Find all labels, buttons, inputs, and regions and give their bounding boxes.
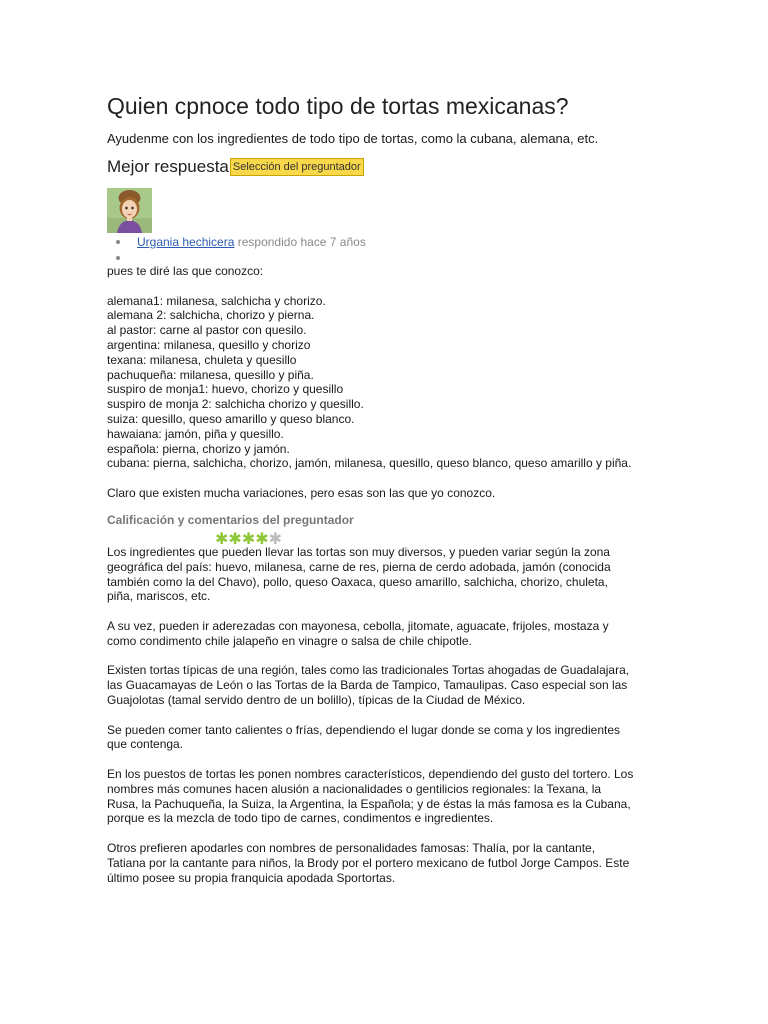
star-filled-icon: ✱ xyxy=(255,531,269,548)
torta-item: alemana 2: salchicha, chorizo y pierna. xyxy=(107,308,315,323)
answer-meta-item xyxy=(137,234,366,250)
torta-list xyxy=(107,294,667,472)
comment-line: En los puestos de tortas les ponen nombres característicos, dependiendo del gusto del tortero. Los xyxy=(107,766,634,781)
star-filled-icon: ✱ xyxy=(241,531,256,548)
comment-line: las Guacamayas de León o las Tortas de la Barda de Tampico, Tamaulipas. Caso especial son las xyxy=(107,678,628,693)
torta-item: suspiro de monja1: huevo, chorizo y quesillo xyxy=(107,382,344,397)
star-empty-icon: ✱ xyxy=(268,531,283,548)
star-filled-icon: ✱ xyxy=(215,531,229,548)
best-answer-header xyxy=(107,157,364,177)
comment-paragraph xyxy=(107,841,667,885)
comment-line: porque es la mezcla de todo tipo de carnes, condimentos e ingredientes. xyxy=(107,811,494,826)
torta-item: cubana: pierna, salchicha, chorizo, jamón, milanesa, quesillo, queso blanco, queso amarillo y piña. xyxy=(107,456,632,471)
torta-item: alemana1: milanesa, salchicha y chorizo. xyxy=(107,293,326,308)
comment-line: A su vez, pueden ir aderezadas con mayonesa, cebolla, jitomate, aguacate, frijoles, mostaza y xyxy=(107,618,609,633)
best-answer-label: Mejor respuesta xyxy=(107,157,229,176)
rating-title: Calificación y comentarios del preguntador xyxy=(107,513,354,527)
star-filled-icon: ✱ xyxy=(228,531,242,548)
question-title: Quien cpnoce todo tipo de tortas mexicanas? xyxy=(107,93,569,119)
torta-item: hawaiana: jamón, piña y quesillo. xyxy=(107,426,284,441)
answer-closing: Claro que existen mucha variaciones, pero esas son las que yo conozco. xyxy=(107,485,496,500)
comment-line: que contenga. xyxy=(107,737,184,752)
question-body: Ayudenme con los ingredientes de todo tipo de tortas, como la cubana, alemana, etc. xyxy=(107,131,599,146)
torta-item: suspiro de monja 2: salchicha chorizo y quesillo. xyxy=(107,397,364,412)
torta-item: suiza: quesillo, queso amarillo y queso blanco. xyxy=(107,411,355,426)
comment-line: también como la del Chavo), pollo, queso Oaxaca, queso amarillo, salchicha, chorizo, chuleta, xyxy=(107,574,608,589)
best-answer-body xyxy=(107,264,667,501)
answered-time: respondido hace 7 años xyxy=(237,235,366,249)
user-avatar[interactable] xyxy=(107,188,152,233)
comment-line: como condimento chile jalapeño en vinagre o salsa de chile chipotle. xyxy=(107,633,472,648)
comment-line: geográfica del país: huevo, milanesa, carne de res, pierna de cerdo adobada, jamón (conocida xyxy=(107,559,611,574)
comment-line: Los ingredientes que pueden llevar las tortas son muy diversos, y pueden variar según la zona xyxy=(107,545,610,559)
asker-comment xyxy=(107,545,667,900)
comment-line: Se pueden comer tanto calientes o frías, dependiendo el lugar donde se coma y los ingredientes xyxy=(107,722,620,737)
comment-line: Otros prefieren apodarles con nombres de personalidades famosas: Thalía, por la cantante, xyxy=(107,840,596,855)
torta-item: texana: milanesa, chuleta y quesillo xyxy=(107,352,297,367)
comment-line: piña, mariscos, etc. xyxy=(107,589,211,604)
comment-line: Guajolotas (tamal servido dentro de un bolillo), típicas de la Ciudad de México. xyxy=(107,692,526,707)
torta-item: al pastor: carne al pastor con quesilo. xyxy=(107,323,307,338)
comment-paragraph xyxy=(107,663,667,707)
answer-intro: pues te diré las que conozco: xyxy=(107,264,264,278)
comment-paragraph xyxy=(107,545,667,604)
comment-line: Rusa, la Pachuqueña, la Suiza, la Argentina, la Española; y de éstas la más famosa es la Cubana, xyxy=(107,796,631,811)
comment-paragraph xyxy=(107,619,667,649)
comment-line: Tatiana por la cantante para niños, la Brody por el portero mexicano de futbol Jorge Campos. Este xyxy=(107,855,630,870)
asker-choice-badge: Selección del preguntador xyxy=(230,158,364,176)
author-link[interactable]: Urgania hechicera xyxy=(137,235,235,249)
torta-item: argentina: milanesa, quesillo y chorizo xyxy=(107,337,311,352)
comment-paragraph xyxy=(107,723,667,753)
torta-item: española: pierna, chorizo y jamón. xyxy=(107,441,290,456)
avatar-image xyxy=(107,188,152,233)
torta-item: pachuqueña: milanesa, quesillo y piña. xyxy=(107,367,314,382)
comment-line: nombres más comunes hacen alusión a nacionalidades o gentilicios regionales: la Texana, la xyxy=(107,781,602,796)
comment-paragraph xyxy=(107,767,667,826)
comment-line: último posee su propia franquicia apodada Sportortas. xyxy=(107,870,396,885)
answer-meta-list xyxy=(137,234,366,266)
comment-line: Existen tortas típicas de una región, tales como las tradicionales Tortas ahogadas de Guadalajara, xyxy=(107,663,630,678)
